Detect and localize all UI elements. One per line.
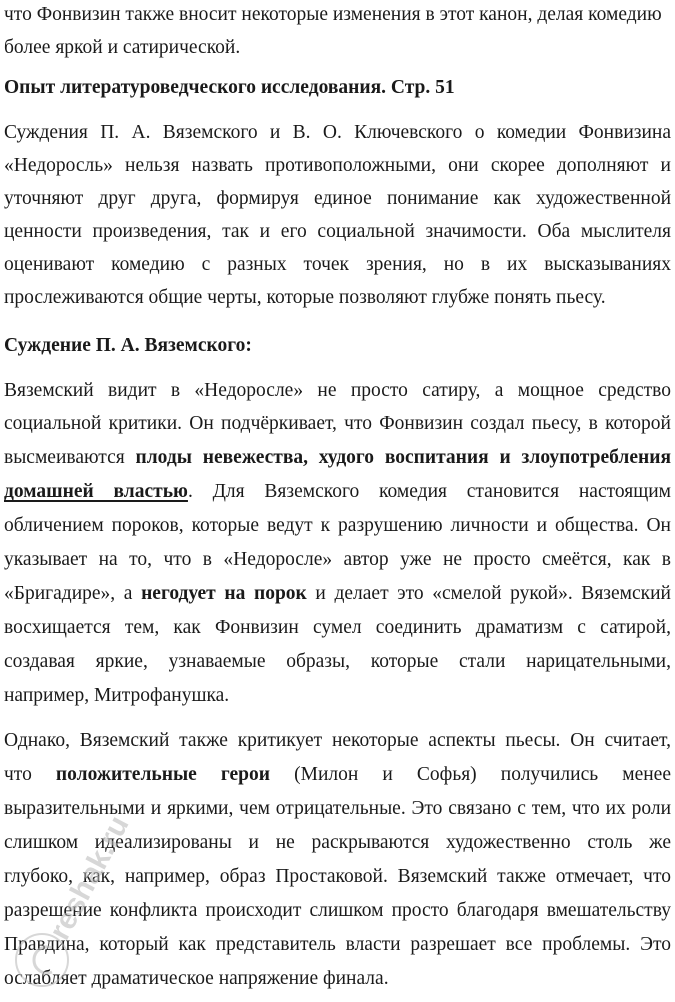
section-heading-study: Опыт литературоведческого исследования. Стр. 51 <box>4 77 455 98</box>
paragraph-line: указывает на то, что в «Недоросле» автор уже не просто смеётся, как в <box>4 549 671 570</box>
paragraph-line: прослеживаются общие черты, которые позволяют глубже понять пьесу. <box>4 287 606 308</box>
paragraph-line: слишком идеализированы и не раскрываются художественно столь же <box>4 832 671 853</box>
paragraph-line <box>4 582 671 606</box>
text-run: высмеиваются <box>4 447 136 468</box>
text-run: . Для Вяземского комедия становится настоящим <box>187 481 671 502</box>
watermark-text: reshak.ru <box>43 810 136 946</box>
text-run: и делает это «смелой рукой». Вяземский <box>306 583 671 604</box>
intro-line-2: более яркой и сатирической. <box>4 37 241 58</box>
paragraph-line: например, Митрофанушка. <box>4 685 230 706</box>
paragraph-line: ценности произведения, так и его социальной значимости. Оба мыслителя <box>4 221 671 242</box>
paragraph-line <box>4 763 671 787</box>
paragraph-line <box>4 446 671 470</box>
paragraph-line: обличением пороков, которые ведут к разрушению личности и общества. Он <box>4 515 671 536</box>
paragraph-line: оценивают комедию с разных точек зрения, но в их высказываниях <box>4 254 671 275</box>
paragraph-line: разрешение конфликта происходит слишком просто благодаря вмешательству <box>4 900 671 921</box>
intro-line-1: что Фонвизин также вносит некоторые изменения в этот канон, делая комедию <box>4 4 662 25</box>
paragraph-line: Однако, Вяземский также критикует некоторые аспекты пьесы. Он считает, <box>4 730 671 751</box>
text-run: «Бригадире», а <box>4 583 142 604</box>
bold-phrase: негодует на порок <box>141 583 307 604</box>
paragraph-line: ослабляет драматическое напряжение финала. <box>4 968 389 989</box>
paragraph-line: Вяземский видит в «Недоросле» не просто сатиру, а мощное средство <box>4 380 671 401</box>
paragraph-line <box>4 480 671 504</box>
paragraph-line: создавая яркие, узнаваемые образы, которые стали нарицательными, <box>4 651 671 672</box>
paragraph-line: социальной критики. Он подчёркивает, что Фонвизин создал пьесу, в которой <box>4 413 671 434</box>
paragraph-line: Правдина, который как представитель власти разрешает все проблемы. Это <box>4 934 671 955</box>
paragraph-line: Суждения П. А. Вяземского и В. О. Ключевского о комедии Фонвизина <box>4 122 671 143</box>
text-run: (Милон и Софья) получились менее <box>270 764 671 785</box>
paragraph-line: «Недоросль» нельзя назвать противоположными, они скорее дополняют и <box>4 155 671 176</box>
bold-phrase: плоды невежества, худого воспитания и злоупотребления <box>135 447 671 468</box>
paragraph-line: выразительными и яркими, чем отрицательные. Это связано с тем, что их роли <box>4 798 671 819</box>
bold-phrase: положительные герои <box>55 764 271 785</box>
paragraph-line: глубоко, как, например, образ Простаковой. Вяземский также отмечает, что <box>4 866 671 887</box>
section-heading-vyazemsky: Суждение П. А. Вяземского: <box>4 335 252 356</box>
paragraph-line: восхищается тем, как Фонвизин сумел соединить драматизм с сатирой, <box>4 617 671 638</box>
paragraph-line: уточняют друг друга, формируя единое понимание как художественной <box>4 188 671 209</box>
text-run: что <box>4 764 56 785</box>
bold-underlined-phrase: домашней властью <box>4 481 188 502</box>
